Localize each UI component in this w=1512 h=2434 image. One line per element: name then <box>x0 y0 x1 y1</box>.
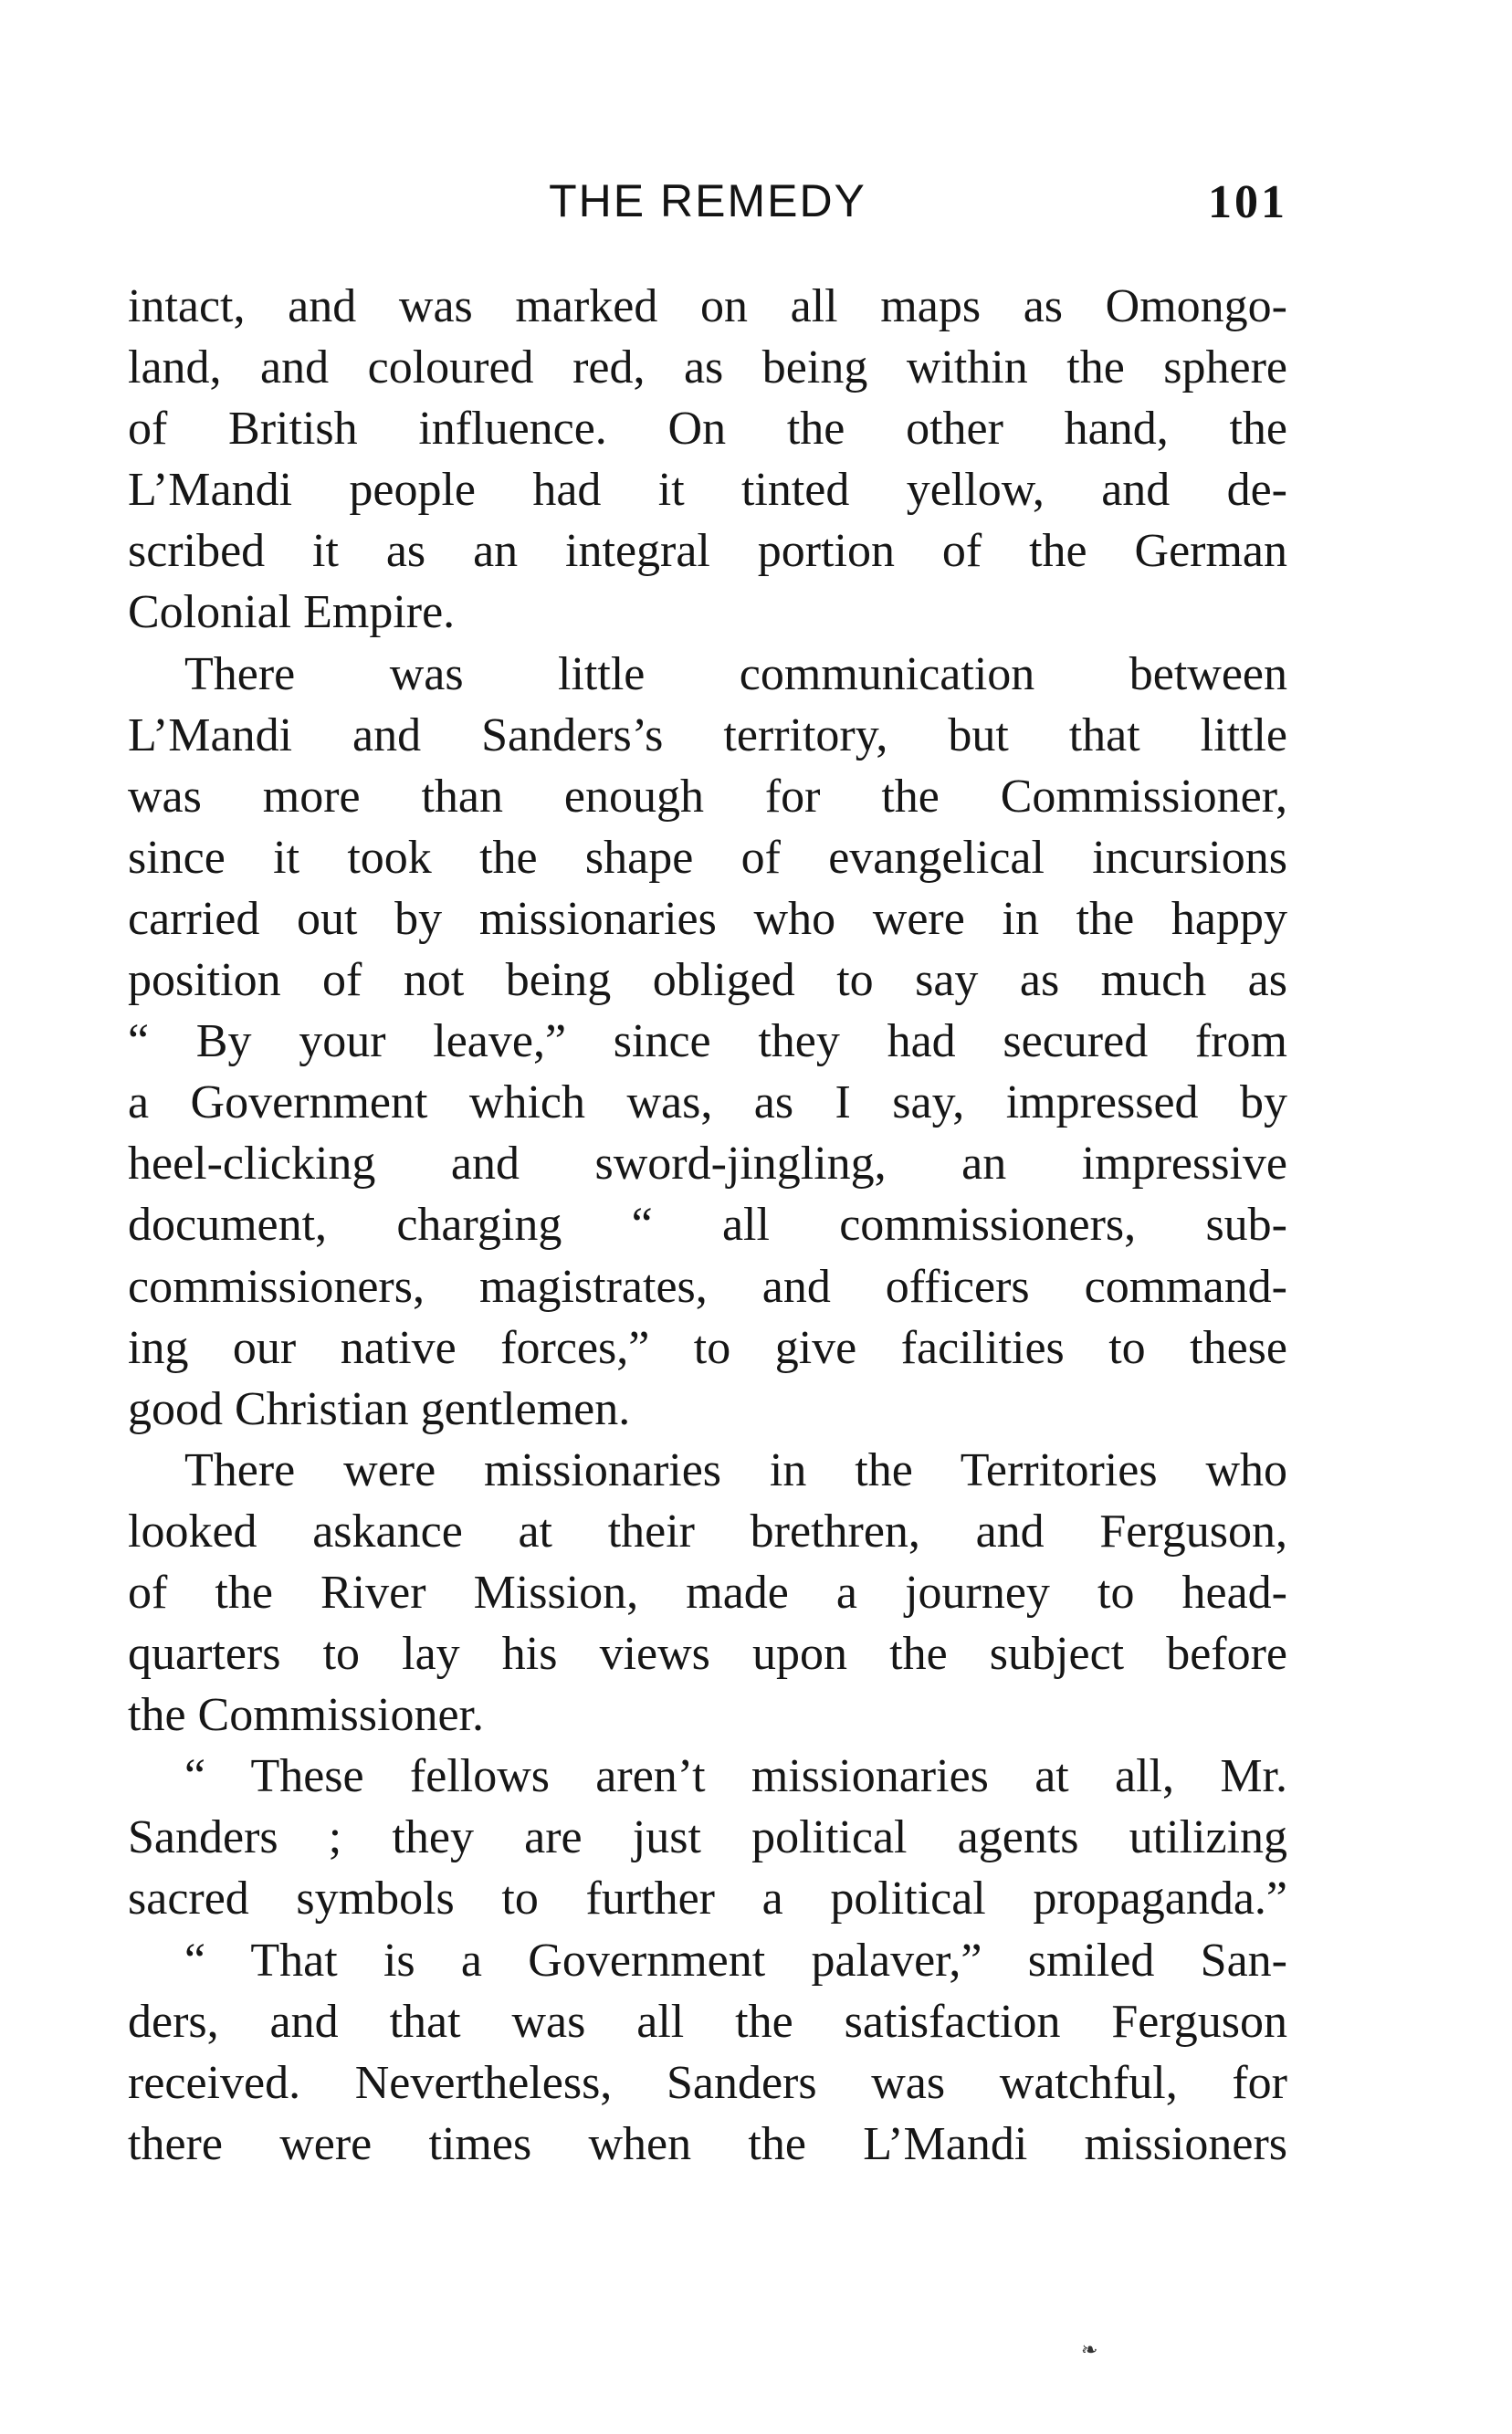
text-line: of the River Mission, made a journey to head- <box>128 1566 1287 1619</box>
text-line: carried out by missionaries who were in the happy <box>128 892 1287 945</box>
running-head <box>128 173 1287 237</box>
text-line: L’Mandi people had it tinted yellow, and de- <box>128 464 1287 517</box>
text-line: of British influence. On the other hand, the <box>128 403 1287 456</box>
text-line: was more than enough for the Commissioner, <box>128 770 1287 823</box>
text-line: Sanders ; they are just political agents utilizing <box>128 1811 1287 1864</box>
text-line: heel-clicking and sword-jingling, an impressive <box>128 1138 1287 1191</box>
text-line: good Christian gentlemen. <box>128 1382 631 1435</box>
paragraph-first-line: “ That is a Government palaver,” smiled San- <box>184 1934 1287 1987</box>
running-title: THE REMEDY <box>549 175 866 226</box>
text-line: Colonial Empire. <box>128 586 456 639</box>
text-line: L’Mandi and Sanders’s territory, but that little <box>128 708 1287 761</box>
text-line: quarters to lay his views upon the subject before <box>128 1628 1287 1681</box>
fleuron-icon: ❧ <box>1081 2339 1098 2362</box>
text-line: since it took the shape of evangelical incursions <box>128 831 1287 884</box>
text-line: commissioners, magistrates, and officers command- <box>128 1260 1287 1313</box>
text-line: ing our native forces,” to give facilities to these <box>128 1321 1287 1374</box>
text-line: looked askance at their brethren, and Ferguson, <box>128 1505 1287 1558</box>
paragraph-first-line: There were missionaries in the Territories who <box>184 1443 1287 1496</box>
text-line: received. Nevertheless, Sanders was watchful, for <box>128 2056 1287 2109</box>
text-line: there were times when the L’Mandi missioners <box>128 2117 1287 2170</box>
text-line: ders, and that was all the satisfaction Ferguson <box>128 1995 1287 2048</box>
text-line: the Commissioner. <box>128 1689 484 1742</box>
text-line: scribed it as an integral portion of the German <box>128 525 1287 578</box>
text-line: document, charging “ all commissioners, sub- <box>128 1199 1287 1252</box>
body-text <box>128 276 1287 2175</box>
paragraph-first-line: “ These fellows aren’t missionaries at all, Mr. <box>184 1750 1287 1803</box>
text-line: position of not being obliged to say as much as <box>128 954 1287 1007</box>
text-line: a Government which was, as I say, impressed by <box>128 1076 1287 1129</box>
text-line: intact, and was marked on all maps as Omongo- <box>128 280 1287 332</box>
paragraph-first-line: There was little communication between <box>184 647 1287 700</box>
text-line: land, and coloured red, as being within the sphere <box>128 341 1287 394</box>
text-line: sacred symbols to further a political propaganda.” <box>128 1873 1287 1925</box>
page-number: 101 <box>1208 176 1287 228</box>
text-line: “ By your leave,” since they had secured from <box>128 1015 1287 1068</box>
